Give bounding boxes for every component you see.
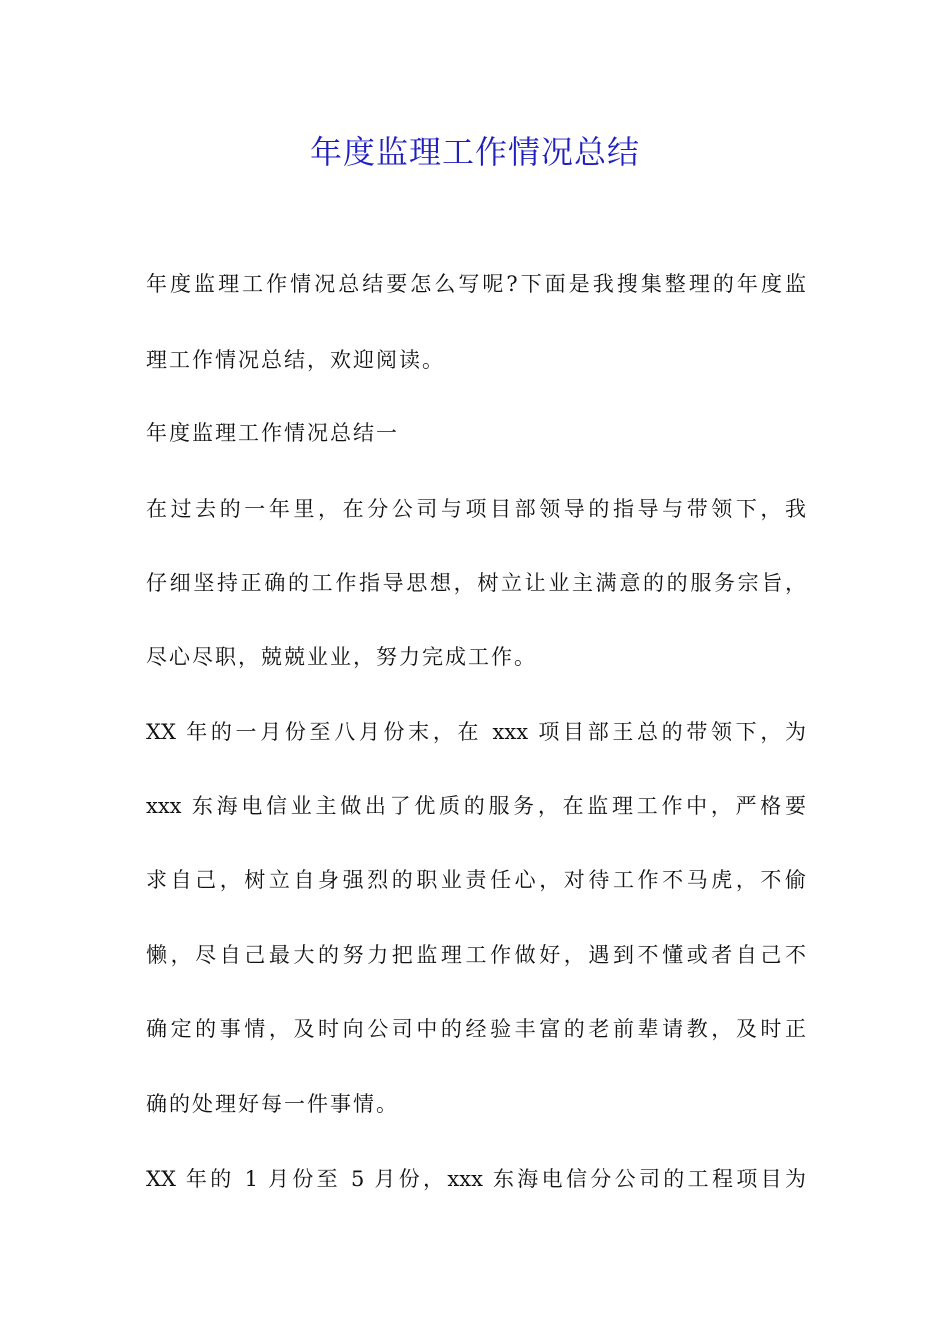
paragraph-line-intro-1: 年度监理工作情况总结要怎么写呢?下面是我搜集整理的年度监 [146, 272, 806, 296]
paragraph-line-6: 求自己，树立自身强烈的职业责任心，对待工作不马虎，不偷 [146, 868, 806, 892]
paragraph-line-10: XX 年的 1 月份至 5 月份，xxx 东海电信分公司的工程项目为 [146, 1167, 806, 1191]
paragraph-line-9: 确的处理好每一件事情。 [146, 1092, 399, 1116]
paragraph-line-4: XX 年的一月份至八月份末，在 xxx 项目部王总的带领下，为 [146, 720, 806, 744]
paragraph-line-1: 在过去的一年里，在分公司与项目部领导的指导与带领下，我 [146, 497, 806, 521]
paragraph-line-2: 仔细坚持正确的工作指导思想，树立让业主满意的的服务宗旨， [146, 571, 806, 595]
paragraph-line-8: 确定的事情，及时向公司中的经验丰富的老前辈请教，及时正 [146, 1017, 806, 1041]
paragraph-line-5: xxx 东海电信业主做出了优质的服务，在监理工作中，严格要 [146, 794, 806, 818]
paragraph-line-7: 懒，尽自己最大的努力把监理工作做好，遇到不懂或者自己不 [146, 943, 806, 967]
document-title: 年度监理工作情况总结 [309, 133, 640, 171]
paragraph-line-3: 尽心尽职，兢兢业业，努力完成工作。 [146, 645, 537, 669]
section-heading-1: 年度监理工作情况总结一 [146, 421, 399, 445]
paragraph-line-intro-2: 理工作情况总结，欢迎阅读。 [146, 348, 445, 372]
